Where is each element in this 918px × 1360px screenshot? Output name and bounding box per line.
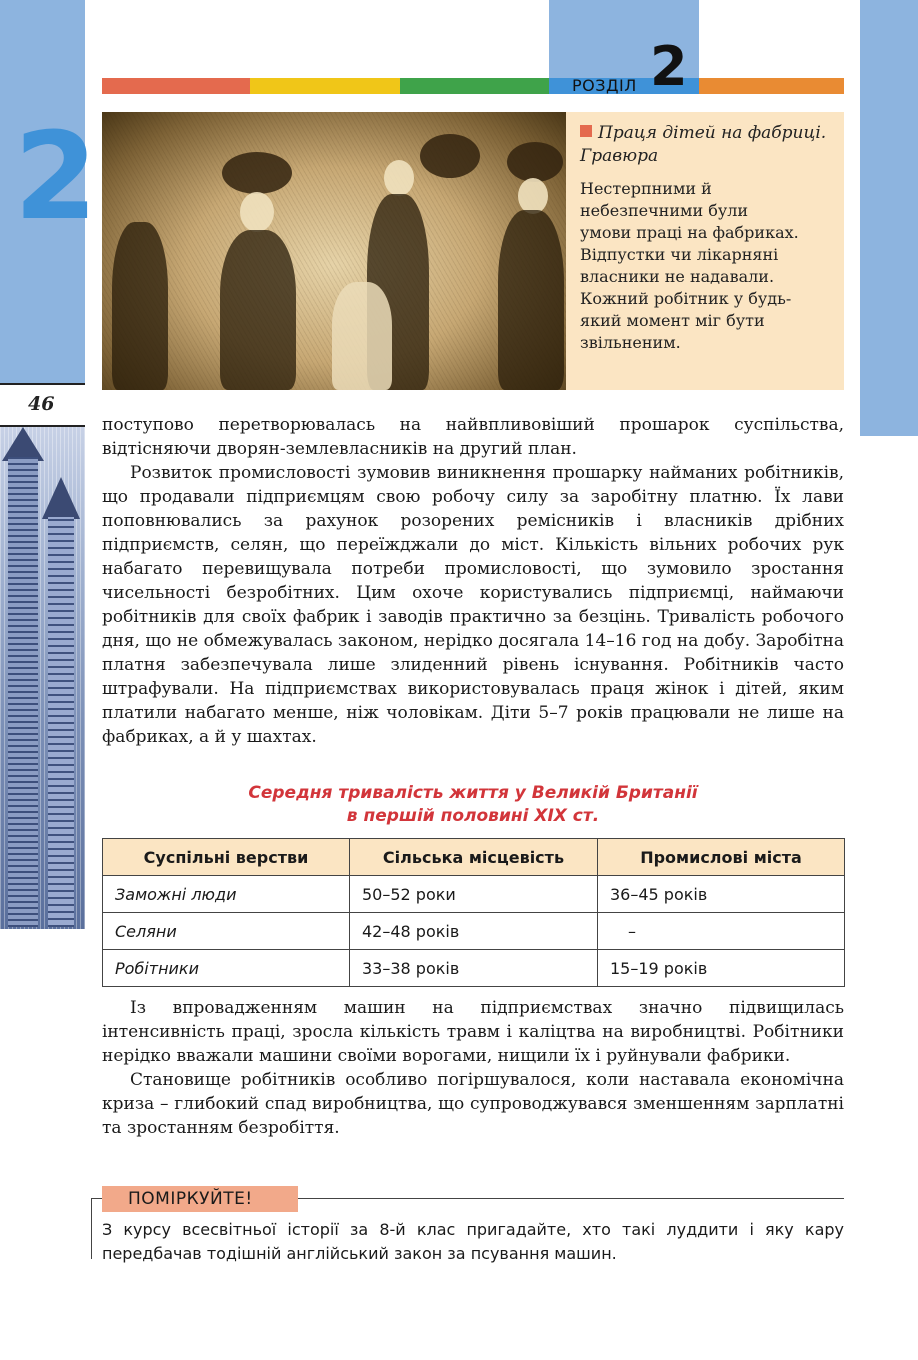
table-cell: Робітники (103, 950, 350, 987)
table-title: Середня тривалість життя у Великій Британії в першій половині XIX ст. (248, 783, 698, 826)
header-color-segment (699, 78, 844, 94)
table-header-row (103, 839, 845, 876)
table-cell: – (598, 913, 845, 950)
figure-shape (332, 282, 392, 390)
table-row (103, 913, 845, 950)
figure-head-shape (384, 160, 414, 196)
table-header-cell: Сільська місцевість (350, 839, 598, 876)
figure-shape (112, 222, 168, 390)
figure-head-shape (518, 178, 548, 214)
table-cell: 36–45 років (598, 876, 845, 913)
table-header-cell: Суспільні верстви (103, 839, 350, 876)
tower-shape (8, 457, 38, 927)
figure-shape (498, 210, 564, 390)
think-box-border (298, 1198, 844, 1199)
paragraph: Розвиток промисловості зумовив виникнення прошарку найманих робітників, що продавали підприємцям свою робочу силу за заробітну платню. Їх лави поповнювались за рахунок розорених ремісників і власників дрібних підприємств, селян, що переїжджали до міст. Кількість вільних робочих рук набагато перевищувала потреби промисловості, що зумовило зростання чисельності безробітних. Цим охоче користувались підприємці, наймаючи робітників для своїх фабрик і заводів практично за безцінь. Тривалість робочого дня, що не обмежувалась законом, нерідко досягала 14–16 год на добу. Заробітна платня забезпечувала лише злиденний рівень існування. Робітників часто штрафували. На підприємствах використовувалась праця жінок і дітей, яким платили набагато менше, ніж чоловікам. Діти 5–7 років працювали не лише на фабриках, а й у шахтах. (102, 463, 844, 747)
page-number: 46 (28, 393, 55, 415)
think-box-text: З курсу всесвітньої історії за 8-й клас пригадайте, хто такі луддити і яку кару передбачав тодішній англійський закон за псування машин. (102, 1220, 844, 1263)
page-number-rule-top (0, 383, 85, 385)
header-color-segment (400, 78, 549, 94)
table-cell: 15–19 років (598, 950, 845, 987)
think-box-border (91, 1199, 92, 1259)
tower-roof-shape (42, 477, 80, 519)
figure-caption-box (566, 112, 844, 390)
table-header-cell: Промислові міста (598, 839, 845, 876)
child-labor-engraving (102, 112, 566, 390)
section-label: РОЗДІЛ (572, 76, 637, 95)
main-text-continued (102, 996, 844, 1140)
header-color-segment (250, 78, 400, 94)
life-expectancy-table (102, 838, 845, 987)
paragraph: Із впровадженням машин на підприємствах значно підвищилась інтенсивність праці, зросла кількість травм і каліцтва на виробництві. Робітники нерідко вважали машини своїми ворогами, нищили їх і руйнували фабрики. (102, 998, 844, 1066)
think-box-border (91, 1198, 102, 1199)
figure-caption-text: Нестерпними й небезпечними були умови праці на фабриках. Відпустки чи лікарняні власники не надавали. Кожний робітник у будь-який момент міг бути звільненим. (580, 179, 799, 352)
basket-shape (222, 152, 292, 194)
paragraph: Становище робітників особливо погіршувалося, коли наставала економічна криза – глибокий спад виробництва, що супроводжувався зменшенням зарплатні та зростанням безробіття. (102, 1070, 844, 1138)
figure-head-shape (240, 192, 274, 232)
table-row (103, 950, 845, 987)
table-cell: Заможні люди (103, 876, 350, 913)
chapter-number-large: 2 (14, 108, 98, 247)
table-row (103, 876, 845, 913)
tower-roof-shape (2, 427, 44, 461)
section-number: 2 (650, 35, 688, 98)
header-color-segment (102, 78, 250, 94)
table-cell: 50–52 роки (350, 876, 598, 913)
main-text (102, 413, 844, 749)
figure-caption-title: Праця дітей на фабриці. Гравюра (580, 123, 827, 166)
margin-engraving-illustration (0, 427, 85, 929)
caption-marker-icon (580, 125, 592, 137)
think-box-label: ПОМІРКУЙТЕ! (128, 1189, 253, 1209)
right-margin-band (860, 0, 918, 436)
figure-shape (220, 230, 296, 390)
tower-shape (48, 517, 74, 927)
basket-shape (420, 134, 480, 178)
table-cell: 33–38 років (350, 950, 598, 987)
basket-shape (507, 142, 563, 182)
table-cell: 42–48 років (350, 913, 598, 950)
paragraph: поступово перетворювалась на найвпливовіший прошарок суспільства, відтісняючи дворян-землевласників на другий план. (102, 415, 844, 459)
table-cell: Селяни (103, 913, 350, 950)
